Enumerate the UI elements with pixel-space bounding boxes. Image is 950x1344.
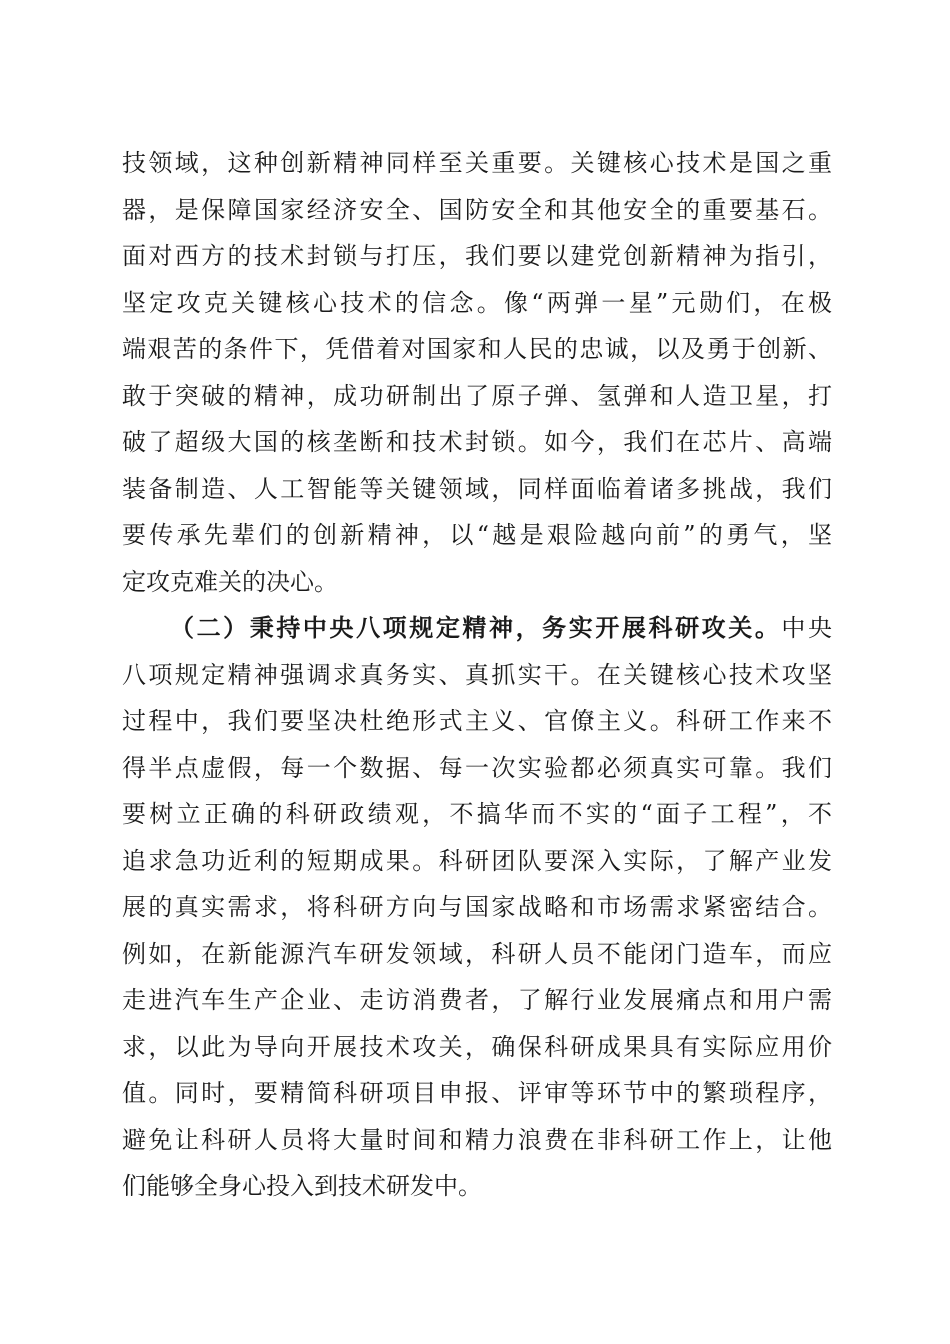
text-line: 器，是保障国家经济安全、国防安全和其他安全的重要基石。	[122, 195, 832, 224]
section-heading-line	[122, 605, 832, 652]
text-line-fragment: 中央	[781, 614, 833, 642]
text-line: 破了超级大国的核垄断和技术封锁。如今，我们在芯片、高端	[122, 428, 832, 456]
text-line: 例如，在新能源汽车研发领域，科研人员不能闭门造车，而应	[122, 939, 832, 968]
text-line: 们能够全身心投入到技术研发中。	[122, 1172, 482, 1200]
text-line: 装备制造、人工智能等关键领域，同样面临着诸多挑战，我们	[122, 474, 832, 503]
text-line: 要传承先辈们的创新精神，以“越是艰险越向前”的勇气，坚	[122, 521, 832, 549]
paragraph-2	[122, 605, 832, 1210]
text-line: 敢于突破的精神，成功研制出了原子弹、氢弹和人造卫星，打	[122, 381, 832, 410]
text-line: 值。同时，要精简科研项目申报、评审等环节中的繁琐程序，	[122, 1079, 832, 1107]
text-line: 走进汽车生产企业、走访消费者，了解行业发展痛点和用户需	[122, 986, 832, 1014]
body-text	[122, 140, 832, 1210]
text-line: 过程中，我们要坚决杜绝形式主义、官僚主义。科研工作来不	[122, 707, 832, 735]
text-line: 八项规定精神强调求真务实、真抓实干。在关键核心技术攻坚	[122, 660, 832, 689]
text-line: 求，以此为导向开展技术攻关，确保科研成果具有实际应用价	[122, 1032, 832, 1061]
text-line: 技领域，这种创新精神同样至关重要。关键核心技术是国之重	[122, 149, 832, 177]
text-line: 定攻克难关的决心。	[122, 567, 338, 596]
paragraph-1	[122, 140, 832, 605]
text-line: 展的真实需求，将科研方向与国家战略和市场需求紧密结合。	[122, 893, 832, 921]
text-line: 追求急功近利的短期成果。科研团队要深入实际，了解产业发	[122, 846, 832, 875]
text-line: 端艰苦的条件下，凭借着对国家和人民的忠诚，以及勇于创新、	[122, 335, 832, 363]
text-line: 要树立正确的科研政绩观，不搞华而不实的“面子工程”，不	[122, 800, 832, 828]
text-line: 面对西方的技术封锁与打压，我们要以建党创新精神为指引，	[122, 242, 832, 270]
text-line: 避免让科研人员将大量时间和精力浪费在非科研工作上，让他	[122, 1125, 832, 1154]
text-line: 得半点虚假，每一个数据、每一次实验都必须真实可靠。我们	[122, 753, 832, 782]
section-heading: （二）秉持中央八项规定精神，务实开展科研攻关。	[170, 613, 782, 642]
text-line: 坚定攻克关键核心技术的信念。像“两弹一星”元勋们，在极	[122, 288, 832, 317]
